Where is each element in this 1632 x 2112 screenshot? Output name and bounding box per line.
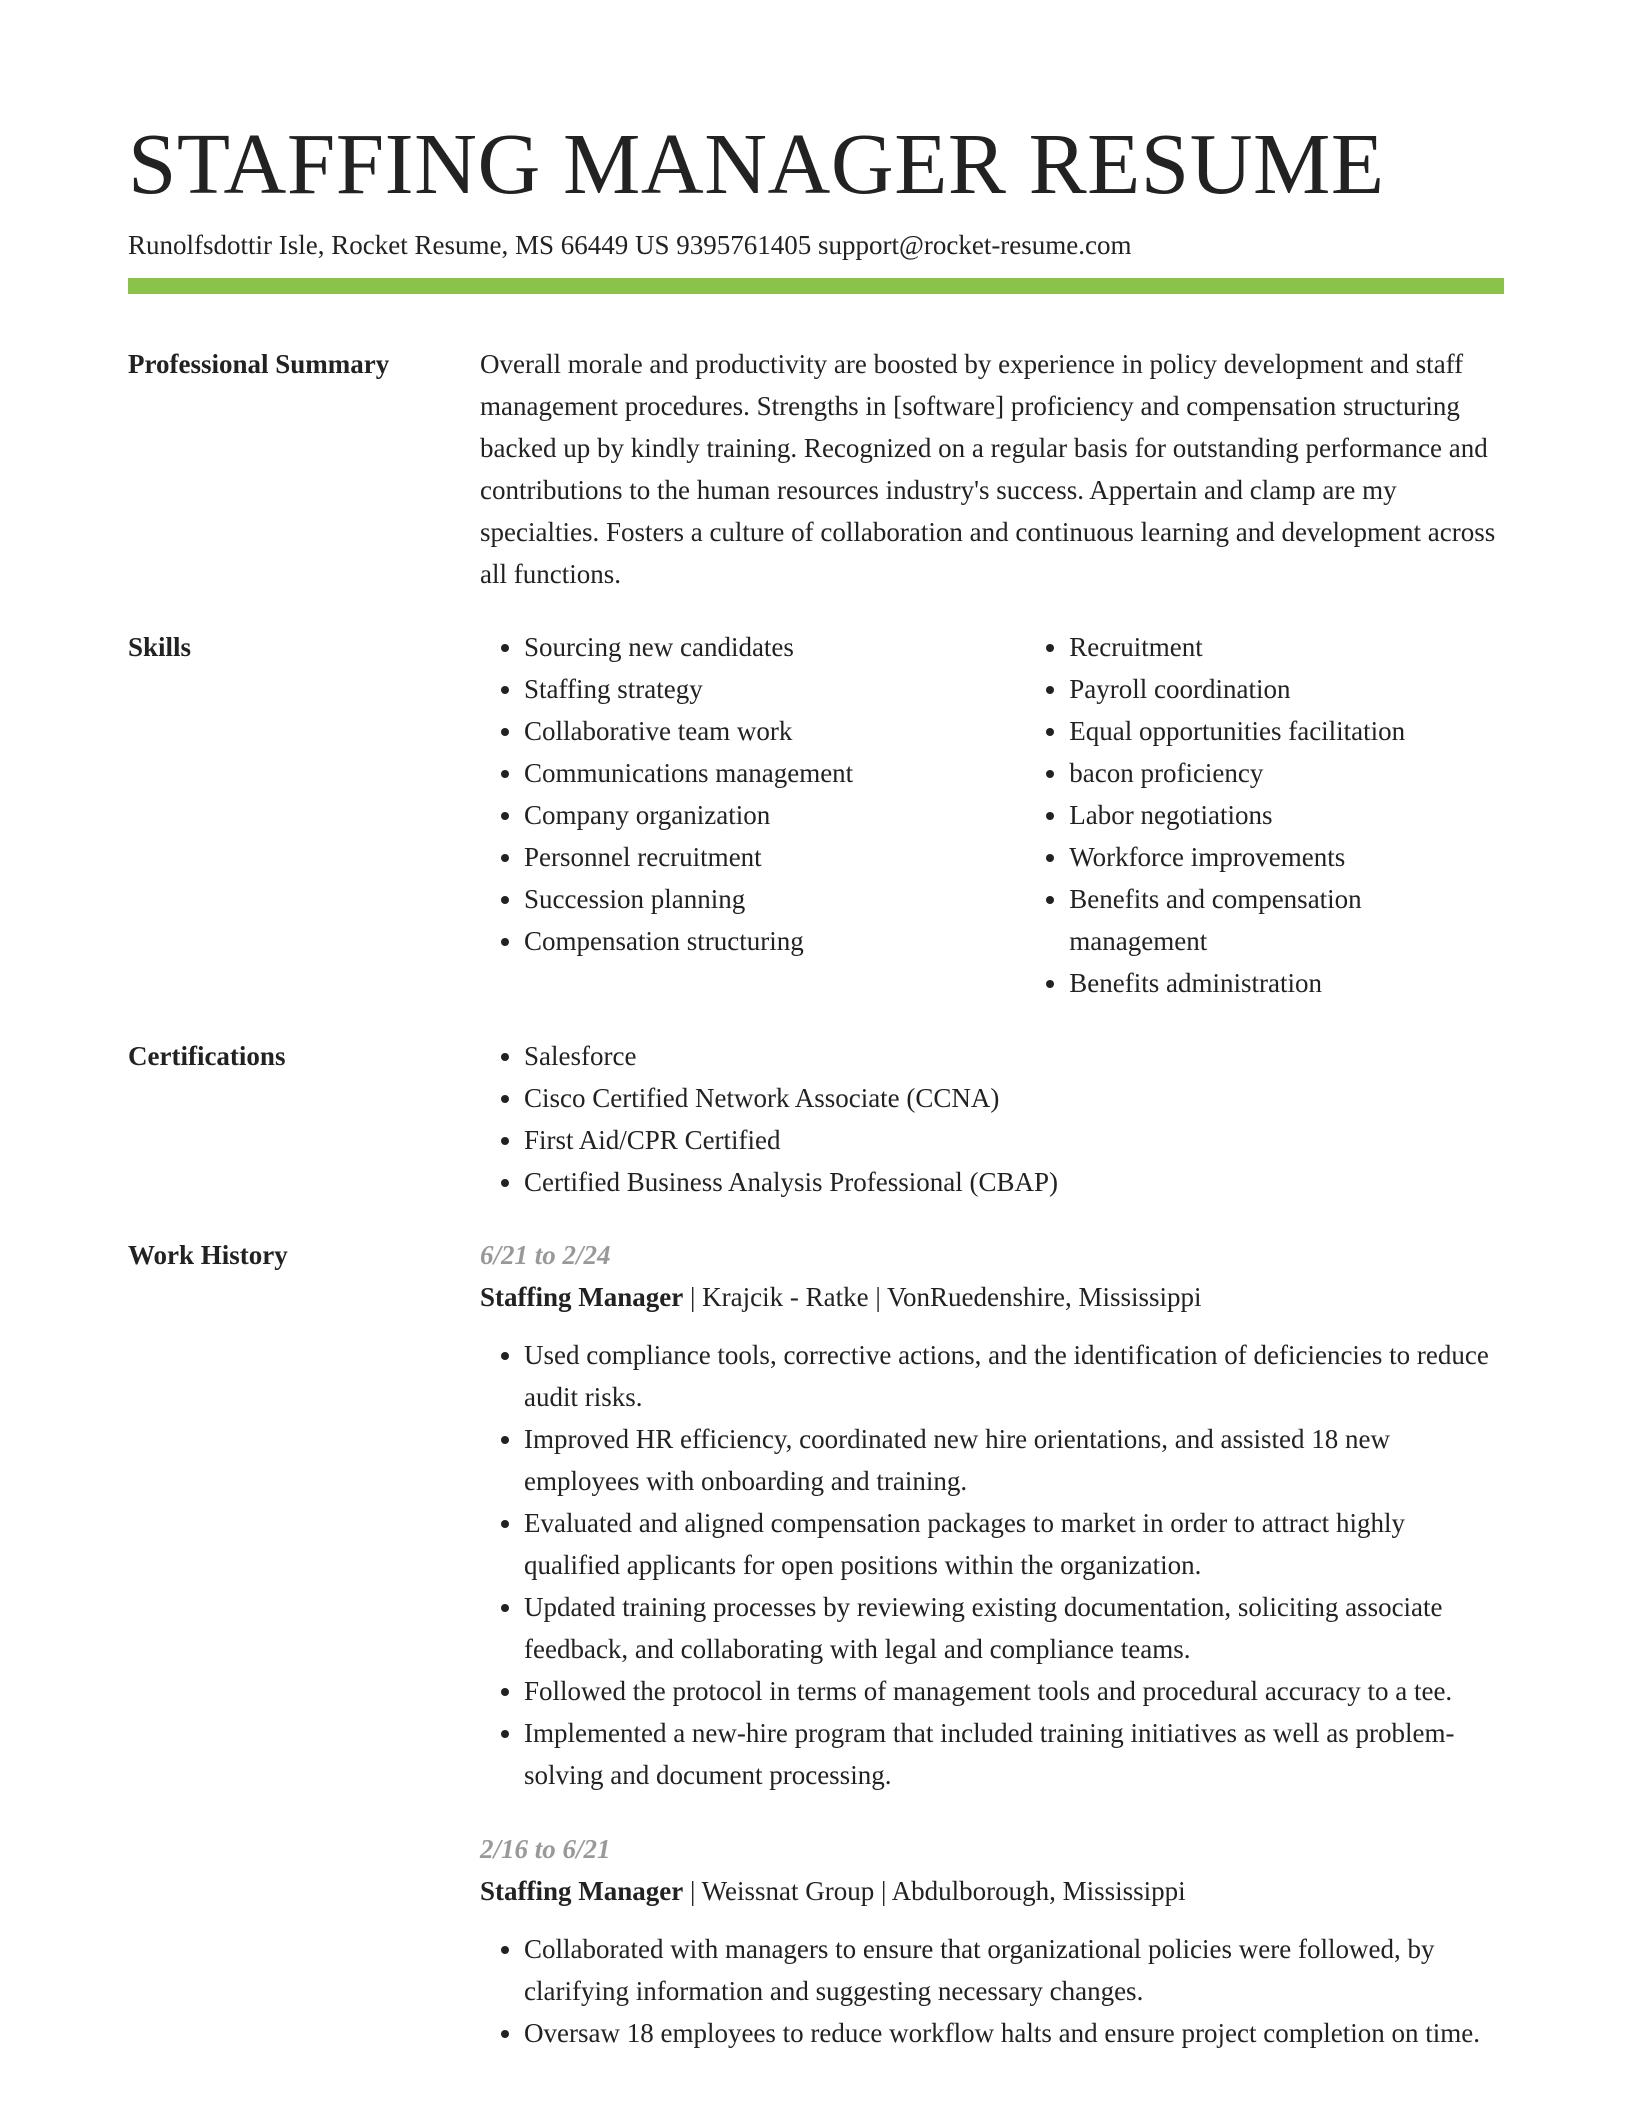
header-divider bbox=[128, 278, 1504, 294]
skills-columns bbox=[480, 626, 1504, 1004]
job-bullet: • Improved HR efficiency, coordinated new hire orientations, and assisted 18 new employees with onboarding and training. bbox=[524, 1418, 1504, 1502]
skills-list-left bbox=[480, 626, 1025, 1004]
skill-item: • Benefits and compensation management bbox=[1069, 878, 1504, 962]
certifications-list bbox=[480, 1035, 1504, 1203]
job-dates: 6/21 to 2/24 bbox=[480, 1240, 611, 1271]
job-bullet: • Collaborated with managers to ensure that organizational policies were followed, by clarifying information and suggesting necessary changes. bbox=[524, 1928, 1504, 2012]
job-heading bbox=[480, 1276, 1504, 1318]
section-label-certifications: Certifications bbox=[128, 1041, 286, 1072]
contact-line: Runolfsdottir Isle, Rocket Resume, MS 66449 US 9395761405 support@rocket-resume.com bbox=[128, 230, 1132, 260]
skill-item: • Workforce improvements bbox=[1069, 836, 1504, 878]
job-title: Staffing Manager bbox=[480, 1282, 684, 1313]
section-certifications bbox=[128, 1035, 1504, 1203]
resume-title: STAFFING MANAGER RESUME bbox=[128, 115, 1385, 212]
job-entry bbox=[480, 1828, 1504, 2054]
job-bullet: • Updated training processes by reviewing existing documentation, soliciting associate feedback, and collaborating with legal and compliance teams. bbox=[524, 1586, 1504, 1670]
skill-item: • Payroll coordination bbox=[1069, 668, 1504, 710]
job-bullets bbox=[480, 1928, 1504, 2054]
skill-item: • Equal opportunities facilitation bbox=[1069, 710, 1504, 752]
job-entry bbox=[480, 1234, 1504, 1796]
skill-item: • Communications management bbox=[524, 752, 1025, 794]
section-label-summary: Professional Summary bbox=[128, 349, 390, 380]
job-bullet: • Evaluated and aligned compensation packages to market in order to attract highly qualified applicants for open positions within the organization. bbox=[524, 1502, 1504, 1586]
work-history-body bbox=[480, 1234, 1504, 2054]
skill-item: • Company organization bbox=[524, 794, 1025, 836]
section-professional-summary bbox=[128, 343, 1504, 595]
section-label-skills: Skills bbox=[128, 632, 192, 663]
job-heading bbox=[480, 1870, 1504, 1912]
summary-text: Overall morale and productivity are boosted by experience in policy development and staff management procedures. Strengths in [software] proficiency and compensation structuring backed up by kindly training. Recognized on a regular basis for outstanding performance and contributions to the human resources industry's success. Appertain and clamp are my specialties. Fosters a culture of collaboration and continuous learning and development across all functions. bbox=[480, 349, 1496, 590]
skill-item: • Recruitment bbox=[1069, 626, 1504, 668]
section-skills bbox=[128, 626, 1504, 1004]
skill-item: • Benefits administration bbox=[1069, 962, 1504, 1004]
skill-item: • Compensation structuring bbox=[524, 920, 1025, 962]
skills-list-right bbox=[1025, 626, 1504, 1004]
skill-item: • Collaborative team work bbox=[524, 710, 1025, 752]
skill-item: • Personnel recruitment bbox=[524, 836, 1025, 878]
section-work-history bbox=[128, 1234, 1504, 2054]
job-bullet: • Followed the protocol in terms of management tools and procedural accuracy to a tee. bbox=[524, 1670, 1504, 1712]
job-bullets bbox=[480, 1334, 1504, 1796]
skill-item: • Labor negotiations bbox=[1069, 794, 1504, 836]
job-details: | Weissnat Group | Abdulborough, Mississippi bbox=[683, 1876, 1186, 1907]
section-label-work-history: Work History bbox=[128, 1240, 288, 1271]
resume-page bbox=[128, 115, 1504, 2054]
job-bullet: • Used compliance tools, corrective actions, and the identification of deficiencies to reduce audit risks. bbox=[524, 1334, 1504, 1418]
job-dates: 2/16 to 6/21 bbox=[480, 1834, 611, 1865]
certification-item: • Salesforce bbox=[524, 1035, 1504, 1077]
certification-item: • Cisco Certified Network Associate (CCNA) bbox=[524, 1077, 1504, 1119]
certification-item: • First Aid/CPR Certified bbox=[524, 1119, 1504, 1161]
job-bullet: • Oversaw 18 employees to reduce workflow halts and ensure project completion on time. bbox=[524, 2012, 1504, 2054]
skill-item: • Sourcing new candidates bbox=[524, 626, 1025, 668]
skill-item: • bacon proficiency bbox=[1069, 752, 1504, 794]
skill-item: • Staffing strategy bbox=[524, 668, 1025, 710]
job-bullet: • Implemented a new-hire program that included training initiatives as well as problem-solving and document processing. bbox=[524, 1712, 1504, 1796]
job-details: | Krajcik - Ratke | VonRuedenshire, Mississippi bbox=[683, 1282, 1202, 1313]
job-title: Staffing Manager bbox=[480, 1876, 684, 1907]
certification-item: • Certified Business Analysis Professional (CBAP) bbox=[524, 1161, 1504, 1203]
skill-item: • Succession planning bbox=[524, 878, 1025, 920]
certifications-body bbox=[480, 1035, 1504, 1203]
